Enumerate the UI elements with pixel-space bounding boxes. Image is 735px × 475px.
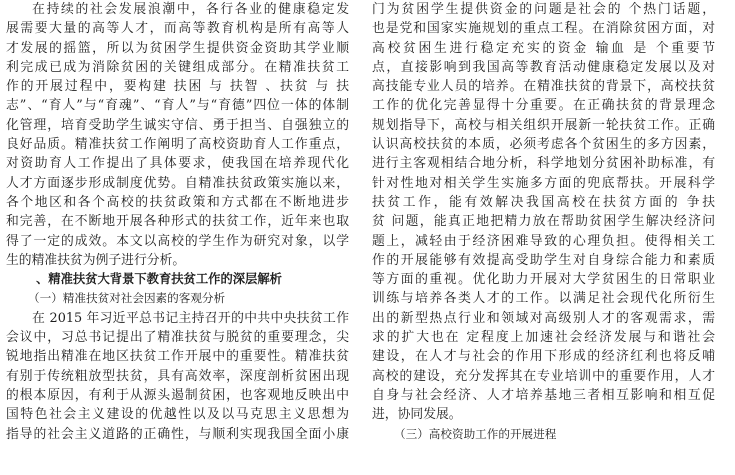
left-text-line: 国特色社会主义建设的优越性以及以马克思主义思想为 — [6, 407, 349, 423]
left-text-line: 得了一定的成效。本文以高校的学生作为研究对象，以学 — [6, 233, 349, 249]
left-text-line: 指导的社会主义道路的正确性，与顺利实现我国全面小康 — [6, 426, 349, 442]
left-paragraph-first-line: 在持续的社会发展浪潮中，各行各业的健康稳定发 — [32, 2, 349, 17]
left-text-line: 人才方面逐步形成制度优势。自精准扶贫政策实施以来， — [6, 175, 349, 191]
right-text-line: 建设，在人才与社会的作用下形成的经济红利也将反哺 — [372, 349, 715, 365]
subsection-heading: （三）高校资助工作的开展进程 — [394, 426, 557, 441]
left-text-line: 的根本原因，有利于从源头遏制贫困，也客观地反映出中 — [6, 387, 349, 403]
right-text-line: 认识高校扶贫的本质，必须考虑各个贫困生的多方因素， — [372, 137, 715, 153]
right-text-line: 训练与培养各类人才的工作。以满足社会现代化所衍生 — [372, 291, 715, 307]
left-text-line: 作的开展过程中，要构建 扶困 与 扶智 、扶贫 与 扶 — [6, 79, 349, 95]
left-text-line: 和完善，在不断地开展各种形式的扶贫工作，近年来也取 — [6, 214, 349, 230]
right-text-line: 高校贫困生进行稳定充实的资金 输血 是 个重要节 — [372, 40, 715, 56]
left-paragraph-last-line: 生的精准扶贫为例子进行分析。 — [6, 252, 186, 268]
right-text-line: 规划指导下，高校与相关组织开展新一轮扶贫工作。正确 — [372, 117, 715, 133]
left-text-line: 展需要大量的高等人才，而高等教育机构是所有高等人 — [6, 21, 349, 37]
left-text-line: 有别于传统粗放型扶贫，具有高效率，深度剖析贫困出现 — [6, 368, 349, 384]
right-text-line: 求的扩大也在 定程度上加速社会经济发展与和谐社会 — [372, 330, 715, 346]
right-text-line: 自身与社会经济、人才培养基地三者相互影响和相互促 — [372, 387, 715, 403]
left-paragraph-first-line: 在 2015 年习近平总书记主持召开的中共中央扶贫工作 — [32, 310, 349, 326]
section-heading: 、精准扶贫大背景下教育扶贫工作的深层解析 — [36, 272, 282, 287]
left-text-line: 才发展的摇篮，所以为贫困学生提供资金资助其学业顺 — [6, 40, 349, 56]
right-text-line: 题上，减轻由于经济困难导致的心理负担。使得相关工 — [372, 233, 715, 249]
subsection-heading: （一）精准扶贫对社会因素的客观分析 — [28, 291, 226, 306]
right-text-line: 点，直接影响到我国高等教育活动健康稳定发展以及对 — [372, 59, 715, 75]
left-text-line: 对资助育人工作提出了具体要求，使我国在培养现代化 — [6, 156, 349, 172]
right-text-line: 作的开展能够有效提高受助学生对自身综合能力和素质 — [372, 252, 715, 268]
right-text-line: 针对性地对相关学生实施多方面的兜底帮扶。开展科学 — [372, 175, 715, 191]
left-text-line: 各个地区和各个高校的扶贫政策和方式都在不断地进步 — [6, 194, 349, 210]
left-column — [6, 0, 349, 444]
right-text-line: 也是党和国家实施规划的重点工程。在消除贫困方面，对 — [372, 21, 715, 37]
left-text-line: 会议中，习总书记提出了精准扶贫与脱贫的重要理念，尖 — [6, 330, 349, 346]
right-text-line: 进行主客观相结合地分析，科学地划分贫困补助标准，有 — [372, 156, 715, 172]
left-text-line: 志”、“育人”与“育魂”、“育人”与“育德”四位一体的体制 — [6, 98, 349, 114]
left-text-line: 锐地指出精准在地区扶贫工作开展中的重要性。精准扶贫 — [6, 349, 349, 365]
right-text-line: 贫 问题，能真正地把精力放在帮助贫困学生解决经济问 — [372, 214, 715, 230]
right-text-line: 扶贫工作，能有效解决我国高校在扶贫方面的 争扶 — [372, 194, 715, 210]
right-paragraph-last-line: 进，协同发展。 — [372, 407, 462, 423]
right-text-line: 高技能专业人员的培养。在精准扶贫的背景下，高校扶贫 — [372, 79, 715, 95]
right-text-line: 等方面的重视。优化助力开展对大学贫困生的日常职业 — [372, 272, 715, 288]
left-text-line: 良好品质。精准扶贫工作阐明了高校资助育人工作重点， — [6, 137, 349, 153]
left-text-line: 化管理，培育受助学生诚实守信、勇于担当、自强独立的 — [6, 117, 349, 133]
right-column — [372, 0, 715, 444]
right-text-line: 出的新型热点行业和领域对高级别人才的客观需求，需 — [372, 310, 715, 326]
left-text-line: 利完成已成为消除贫困的关键组成部分。在精准扶贫工 — [6, 59, 349, 75]
right-text-line: 门为贫困学生提供资金的问题是社会的 个热门话题， — [372, 2, 715, 17]
right-text-line: 工作的优化完善显得十分重要。在正确扶贫的背景理念 — [372, 98, 715, 114]
right-text-line: 高校的建设，充分发挥其在专业培训中的重要作用，人才 — [372, 368, 715, 384]
